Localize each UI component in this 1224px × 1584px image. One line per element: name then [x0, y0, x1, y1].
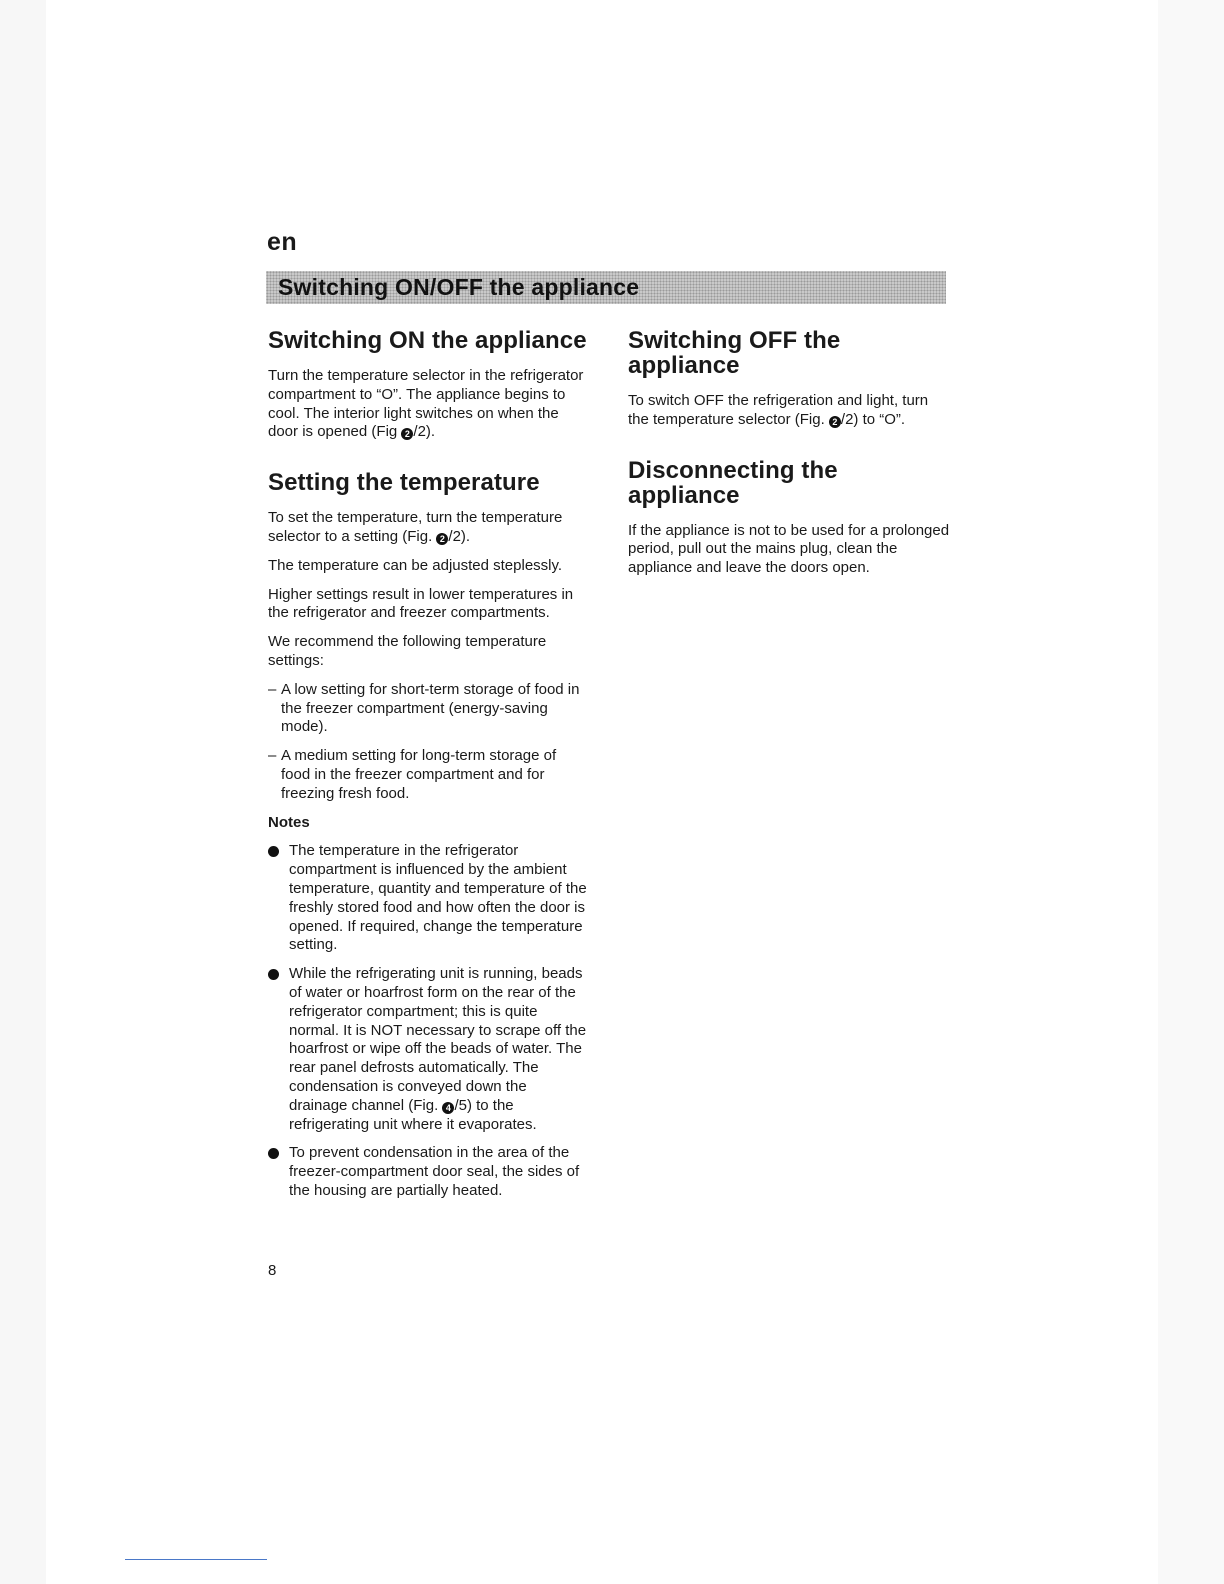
banner-title: Switching ON/OFF the appliance	[278, 274, 640, 300]
heading-switching-on: Switching ON the appliance	[268, 327, 587, 354]
switching-off-text-b: /2) to “O”.	[840, 410, 906, 428]
note-item	[268, 965, 588, 1134]
figure-number-icon: 2	[829, 416, 841, 428]
notes-heading: Notes	[268, 813, 310, 831]
switching-on-text-a: Turn the temperature selector in the refrigerator compartment to “O”. The appliance begins to cool. The interior light switches on when the door is opened (Fig	[268, 367, 584, 441]
figure-number-icon: 2	[401, 428, 413, 440]
switching-off-text	[628, 392, 953, 430]
switching-on-text-b: /2).	[413, 423, 436, 441]
heading-setting-temperature: Setting the temperature	[268, 469, 540, 497]
disconnecting-text: If the appliance is not to be used for a prolonged period, pull out the mains plug, clean the appliance and leave the doors open.	[628, 521, 950, 577]
switching-off-text-a: To switch OFF the refrigeration and light, turn the temperature selector (Fig.	[628, 392, 929, 428]
bullet-icon	[268, 969, 279, 980]
page-margin-left	[0, 0, 46, 1584]
dash-list-item	[268, 681, 588, 737]
page-number: 8	[268, 1262, 277, 1279]
setting-para-1	[268, 509, 588, 547]
dash-marker: –	[268, 747, 277, 765]
footer-rule	[125, 1559, 267, 1560]
note-text: To prevent condensation in the area of the freezer-compartment door seal, the sides of the housing are partially heated.	[289, 1144, 580, 1199]
bullet-icon	[268, 1148, 279, 1159]
setting-para-3: Higher settings result in lower temperatures in the refrigerator and freezer compartments.	[268, 585, 574, 622]
dash-item-text: A medium setting for long-term storage of food in the freezer compartment and for freezing fresh food.	[281, 747, 557, 802]
right-column	[628, 328, 953, 588]
heading-switching-off: Switching OFF the appliance	[628, 327, 841, 379]
setting-para-1-a: To set the temperature, turn the temperature selector to a setting (Fig.	[268, 509, 563, 545]
section-banner	[266, 271, 946, 304]
switching-on-text	[268, 367, 588, 442]
setting-para-4: We recommend the following temperature settings:	[268, 633, 547, 669]
note-text-a: While the refrigerating unit is running, beads of water or hoarfrost form on the rear of the refrigerator compartment; this is quite normal. It is NOT necessary to scrape off the hoarfrost or wipe off the beads of water. The rear panel defrosts automatically. The condensation is conveyed down the drainage channel (Fig.	[289, 965, 587, 1114]
dash-item-text: A low setting for short-term storage of food in the freezer compartment (energy-saving mode).	[281, 680, 580, 736]
setting-para-1-b: /2).	[448, 527, 471, 545]
left-column	[268, 328, 588, 1211]
note-text-b: /5) to the refrigerating unit where it evaporates.	[289, 1096, 537, 1133]
figure-number-icon: 4	[442, 1102, 454, 1114]
bullet-icon	[268, 846, 279, 857]
dash-marker: –	[268, 680, 277, 698]
page-margin-right	[1158, 0, 1224, 1584]
note-item	[268, 1144, 588, 1200]
figure-number-icon: 2	[436, 533, 448, 545]
setting-para-2: The temperature can be adjusted steplessly.	[268, 556, 563, 574]
note-item	[268, 842, 588, 955]
dash-list-item	[268, 747, 588, 803]
heading-disconnecting: Disconnecting the appliance	[628, 456, 838, 509]
note-text: The temperature in the refrigerator compartment is influenced by the ambient temperature, quantity and temperature of the freshly stored food and how often the door is opened. If required, change the temperature setting.	[289, 842, 587, 954]
language-code: en	[267, 228, 298, 256]
